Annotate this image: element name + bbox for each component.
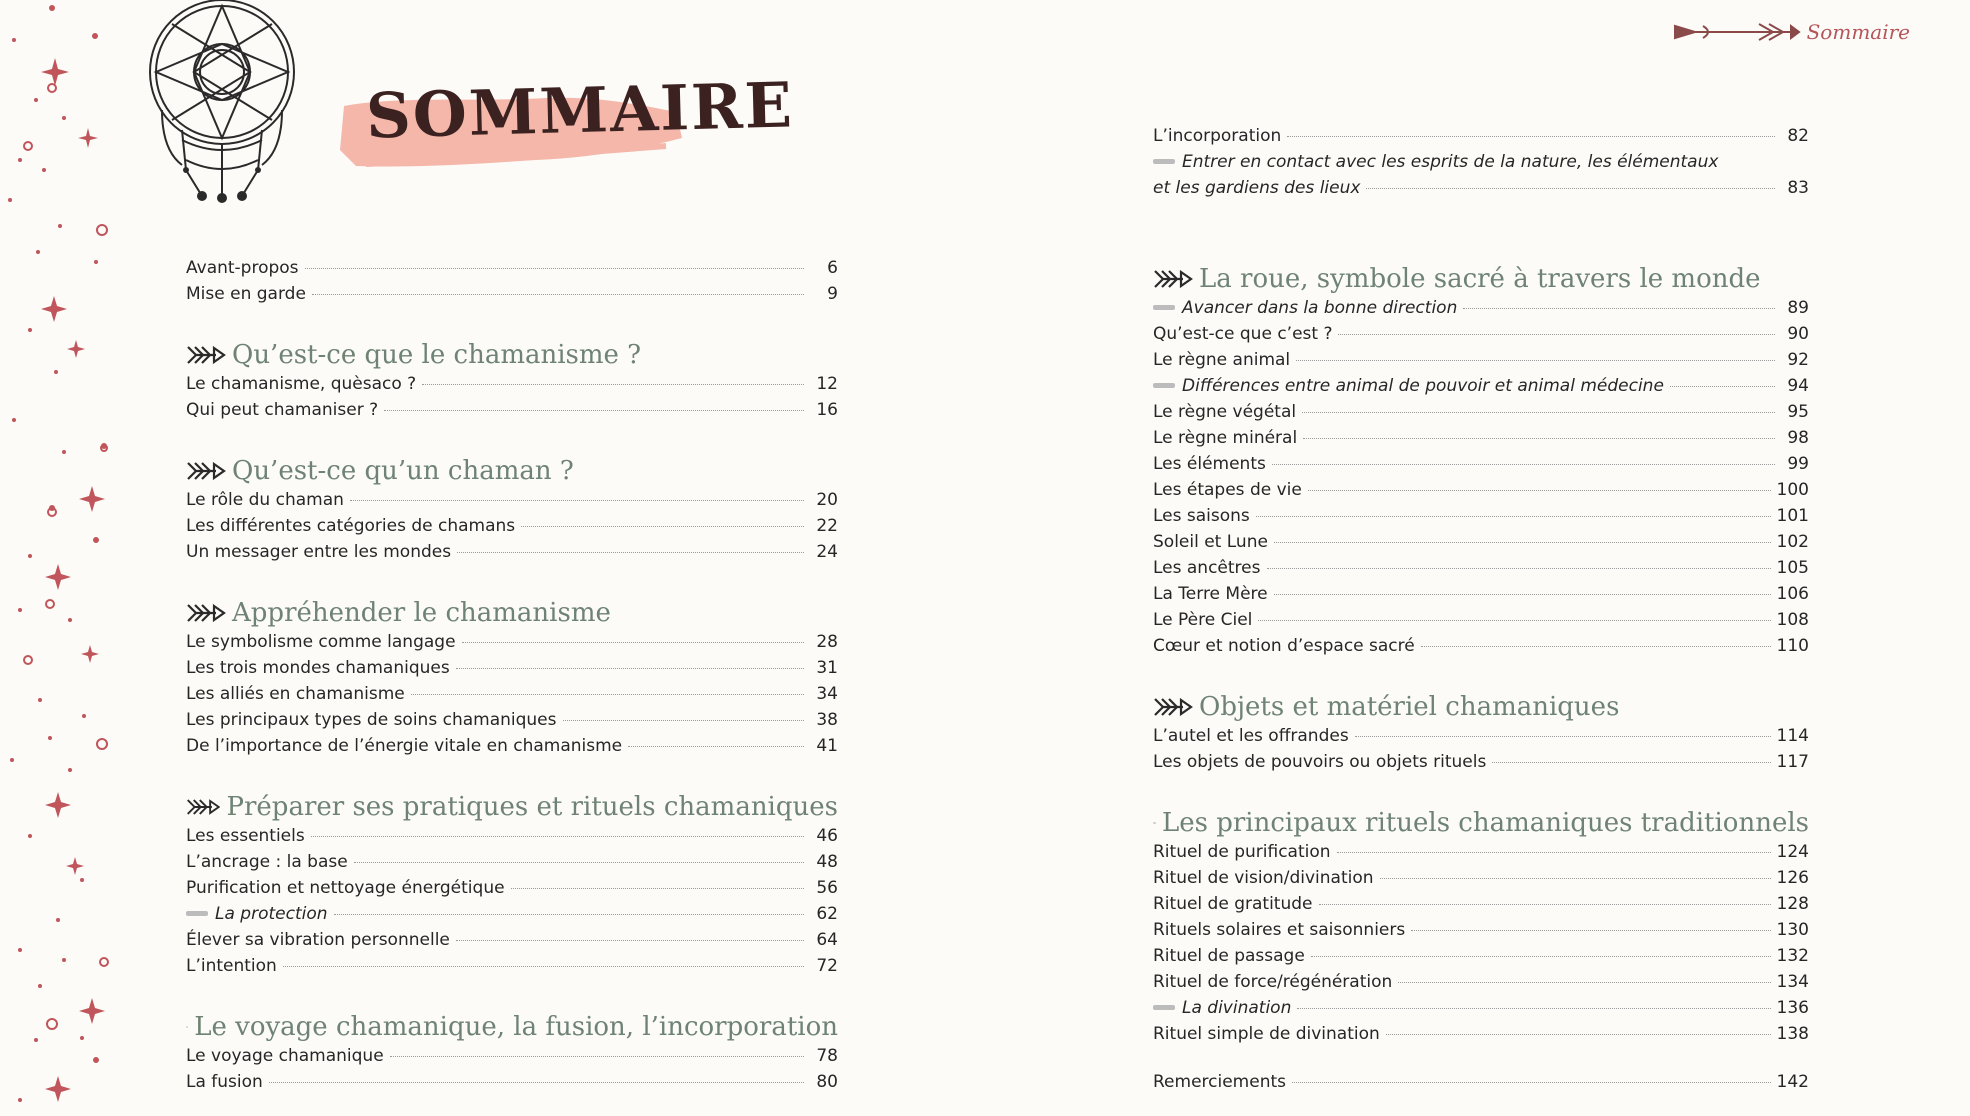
toc-entry[interactable]: Le symbolisme comme langage 28	[186, 632, 838, 652]
toc-subentry[interactable]: et les gardiens des lieux 83	[1153, 178, 1809, 198]
toc-entry[interactable]: Rituels solaires et saisonniers 130	[1153, 920, 1809, 940]
toc-entry[interactable]: L’autel et les offrandes 114	[1153, 726, 1809, 746]
section-heading[interactable]: Appréhender le chamanisme	[186, 594, 838, 632]
star-icon	[78, 128, 98, 148]
toc-entry[interactable]: Purification et nettoyage énergétique 56	[186, 878, 838, 898]
toc-entry[interactable]: Rituel simple de divination 138	[1153, 1024, 1809, 1044]
arrow-bullet-icon	[186, 1015, 188, 1039]
toc-entry[interactable]: Cœur et notion d’espace sacré 110	[1153, 636, 1809, 656]
arrow-bullet-icon	[186, 795, 220, 819]
star-icon	[45, 564, 71, 590]
toc-entry[interactable]: Les saisons 101	[1153, 506, 1809, 526]
star-icon	[79, 998, 105, 1024]
toc-entry[interactable]: L’ancrage : la base 48	[186, 852, 838, 872]
toc-entry[interactable]: Avant-propos 6	[186, 258, 838, 278]
toc-entry[interactable]: Un messager entre les mondes 24	[186, 542, 838, 562]
star-icon	[41, 58, 69, 86]
star-icon	[66, 857, 84, 875]
toc-entry[interactable]: Les essentiels 46	[186, 826, 838, 846]
dash-icon	[1153, 159, 1175, 164]
toc-entry[interactable]: Le règne végétal 95	[1153, 402, 1809, 422]
dreamcatcher-icon	[142, 0, 302, 210]
toc-entry[interactable]: L’intention 72	[186, 956, 838, 976]
section-heading[interactable]: La roue, symbole sacré à travers le monde	[1153, 260, 1809, 298]
arrow-bullet-icon	[1153, 811, 1156, 835]
dash-icon	[1153, 383, 1175, 388]
dash-icon	[1153, 1005, 1175, 1010]
arrow-bullet-icon	[186, 459, 226, 483]
toc-entry[interactable]: Les alliés en chamanisme 34	[186, 684, 838, 704]
toc-entry[interactable]: Qui peut chamaniser ? 16	[186, 400, 838, 420]
section-heading[interactable]: Qu’est-ce qu’un chaman ?	[186, 452, 838, 490]
toc-entry[interactable]: Les différentes catégories de chamans 22	[186, 516, 838, 536]
toc-entry[interactable]: Les trois mondes chamaniques 31	[186, 658, 838, 678]
toc-entry[interactable]: Élever sa vibration personnelle 64	[186, 930, 838, 950]
section-heading[interactable]: Le voyage chamanique, la fusion, l’incorporation	[186, 1008, 838, 1046]
toc-entry[interactable]: Les objets de pouvoirs ou objets rituels 117	[1153, 752, 1809, 772]
running-title: Sommaire	[1806, 20, 1910, 44]
star-icon	[45, 1076, 71, 1102]
toc-subentry[interactable]: La protection 62	[186, 904, 838, 930]
star-icon	[79, 486, 105, 512]
toc-entry[interactable]: Rituel de vision/divination 126	[1153, 868, 1809, 888]
toc-entry[interactable]: Remerciements 142	[1153, 1072, 1809, 1092]
section-heading[interactable]: Objets et matériel chamaniques	[1153, 688, 1809, 726]
toc-entry[interactable]: L’incorporation 82	[1153, 126, 1809, 146]
toc-entry[interactable]: Rituel de passage 132	[1153, 946, 1809, 966]
page-title: SOMMAIRE	[365, 68, 795, 153]
toc-entry[interactable]: Les éléments 99	[1153, 454, 1809, 474]
arrow-bullet-icon	[186, 343, 226, 367]
toc-entry[interactable]: Le Père Ciel 108	[1153, 610, 1809, 630]
toc-entry[interactable]: Le règne minéral 98	[1153, 428, 1809, 448]
feather-arrow-icon	[1673, 20, 1803, 44]
toc-entry[interactable]: Rituel de force/régénération 134	[1153, 972, 1809, 992]
toc-entry[interactable]: Les étapes de vie 100	[1153, 480, 1809, 500]
toc-entry[interactable]: Les principaux types de soins chamaniques 38	[186, 710, 838, 730]
toc-entry[interactable]: Mise en garde 9	[186, 284, 838, 304]
toc-entry[interactable]: Rituel de purification 124	[1153, 842, 1809, 862]
toc-subentry[interactable]: Avancer dans la bonne direction 89	[1153, 298, 1809, 324]
arrow-bullet-icon	[1153, 695, 1193, 719]
toc-entry[interactable]: Le rôle du chaman 20	[186, 490, 838, 510]
toc-entry[interactable]: Qu’est-ce que c’est ? 90	[1153, 324, 1809, 344]
arrow-bullet-icon	[186, 601, 226, 625]
section-heading[interactable]: Préparer ses pratiques et rituels chamaniques	[186, 788, 838, 826]
toc-subentry[interactable]: Différences entre animal de pouvoir et animal médecine 94	[1153, 376, 1809, 402]
toc-subentry[interactable]: Entrer en contact avec les esprits de la nature, les élémentaux	[1153, 152, 1809, 178]
arrow-bullet-icon	[1153, 267, 1193, 291]
toc-entry[interactable]: Le voyage chamanique 78	[186, 1046, 838, 1066]
toc-entry[interactable]: Soleil et Lune 102	[1153, 532, 1809, 552]
toc-right-column	[1153, 126, 1809, 1098]
dash-icon	[186, 911, 208, 916]
star-icon	[45, 792, 71, 818]
toc-left-column	[186, 258, 838, 1098]
star-icon	[41, 296, 67, 322]
toc-entry[interactable]: La Terre Mère 106	[1153, 584, 1809, 604]
section-heading[interactable]: Qu’est-ce que le chamanisme ?	[186, 336, 838, 374]
star-icon	[67, 340, 85, 358]
star-border	[0, 0, 110, 1116]
section-heading[interactable]: Les principaux rituels chamaniques traditionnels	[1153, 804, 1809, 842]
running-header	[1673, 18, 1910, 46]
star-icon	[81, 645, 99, 663]
dash-icon	[1153, 305, 1175, 310]
toc-entry[interactable]: De l’importance de l’énergie vitale en chamanisme 41	[186, 736, 838, 756]
toc-entry[interactable]: Le chamanisme, quèsaco ? 12	[186, 374, 838, 394]
toc-entry[interactable]: La fusion 80	[186, 1072, 838, 1092]
toc-entry[interactable]: Le règne animal 92	[1153, 350, 1809, 370]
toc-subentry[interactable]: La divination 136	[1153, 998, 1809, 1024]
title-block	[336, 68, 795, 178]
toc-entry[interactable]: Rituel de gratitude 128	[1153, 894, 1809, 914]
toc-entry[interactable]: Les ancêtres 105	[1153, 558, 1809, 578]
